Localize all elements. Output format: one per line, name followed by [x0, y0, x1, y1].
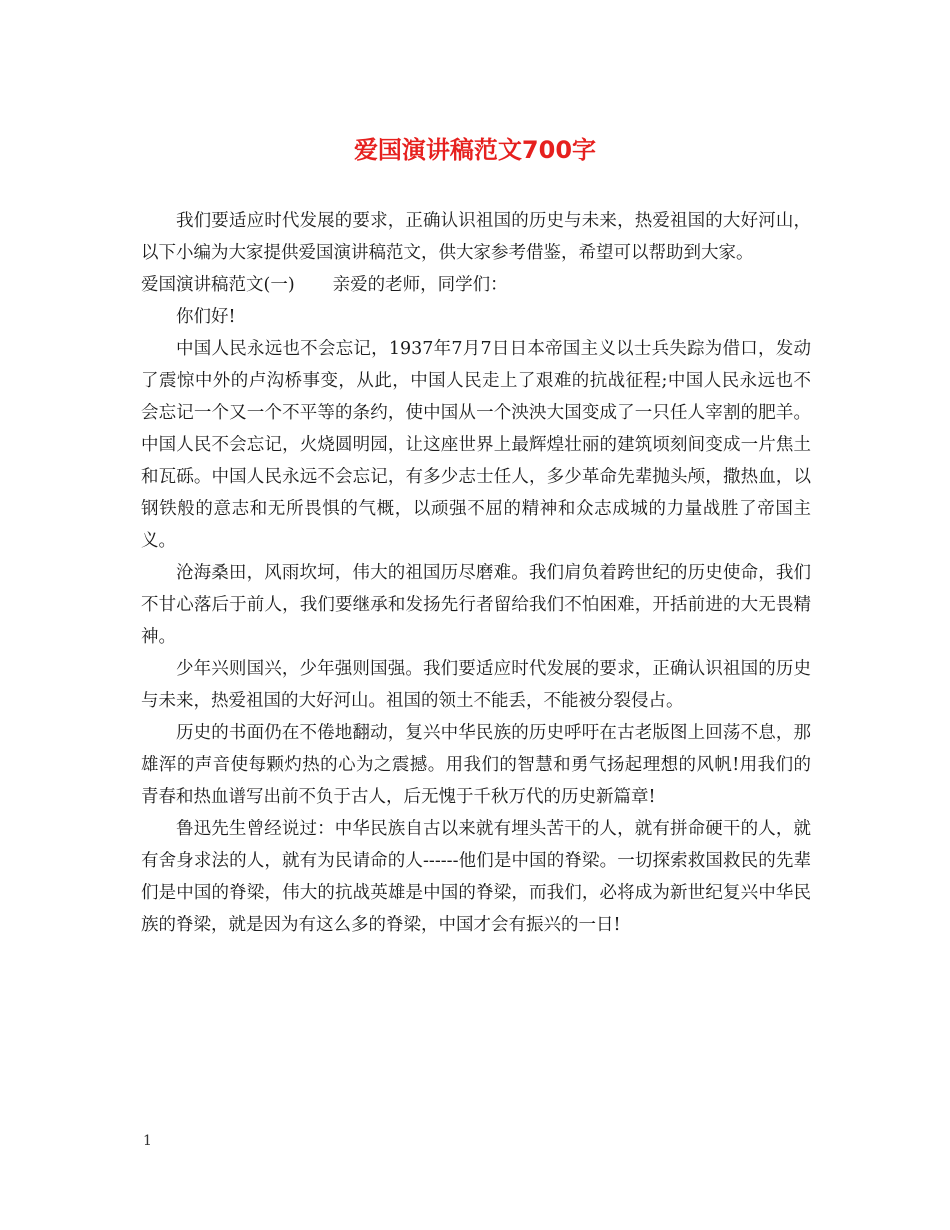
- body-paragraph-4: 历史的书面仍在不倦地翻动，复兴中华民族的历史呼吁在古老版图上回荡不息，那雄浑的声音使每颗灼热的心为之震撼。用我们的智慧和勇气扬起理想的风帆!用我们的青春和热血谱写出前不负于古人，后无愧于千秋万代的历史新篇章!: [141, 723, 811, 807]
- document-title: 爱国演讲稿范文700字: [353, 136, 597, 164]
- greeting: 你们好!: [176, 307, 236, 327]
- body-paragraph-3: 少年兴则国兴，少年强则国强。我们要适应时代发展的要求，正确认识祖国的历史与未来，热爱祖国的大好河山。祖国的领土不能丢，不能被分裂侵占。: [141, 659, 811, 711]
- salutation: 亲爱的老师，同学们：: [332, 275, 508, 295]
- body-paragraph-5: 鲁迅先生曾经说过：中华民族自古以来就有埋头苦干的人，就有拼命硬干的人，就有舍身求法的人，就有为民请命的人------他们是中国的脊梁。一切探索救国救民的先辈们是中国的脊梁，伟大的抗战英雄是中国的脊梁，而我们，必将成为新世纪复兴中华民族的脊梁，就是因为有这么多的脊梁，中国才会有振兴的一日!: [141, 819, 811, 935]
- body-paragraph-1: 中国人民永远也不会忘记，1937年7月7日日本帝国主义以士兵失踪为借口，发动了震惊中外的卢沟桥事变，从此，中国人民走上了艰难的抗战征程;中国人民永远也不会忘记一个又一个不平等的条约，使中国从一个泱泱大国变成了一只任人宰割的肥羊。中国人民不会忘记，火烧圆明园，让这座世界上最辉煌壮丽的建筑顷刻间变成一片焦土和瓦砾。中国人民永远不会忘记，有多少志士任人，多少革命先辈抛头颅，撒热血，以钢铁般的意志和无所畏惧的气概，以顽强不屈的精神和众志成城的力量战胜了帝国主义。: [141, 339, 811, 551]
- page-number: 1: [143, 1133, 152, 1149]
- section-heading-line: [141, 269, 811, 301]
- body-paragraph-2: 沧海桑田，风雨坎坷，伟大的祖国历尽磨难。我们肩负着跨世纪的历史使命，我们不甘心落后于前人，我们要继承和发扬先行者留给我们不怕困难，开括前进的大无畏精神。: [141, 563, 811, 647]
- section-heading: 爱国演讲稿范文(一): [141, 275, 295, 295]
- document-body: [141, 205, 811, 941]
- intro-paragraph: 我们要适应时代发展的要求，正确认识祖国的历史与未来，热爱祖国的大好河山，以下小编为大家提供爱国演讲稿范文，供大家参考借鉴，希望可以帮助到大家。: [141, 211, 811, 263]
